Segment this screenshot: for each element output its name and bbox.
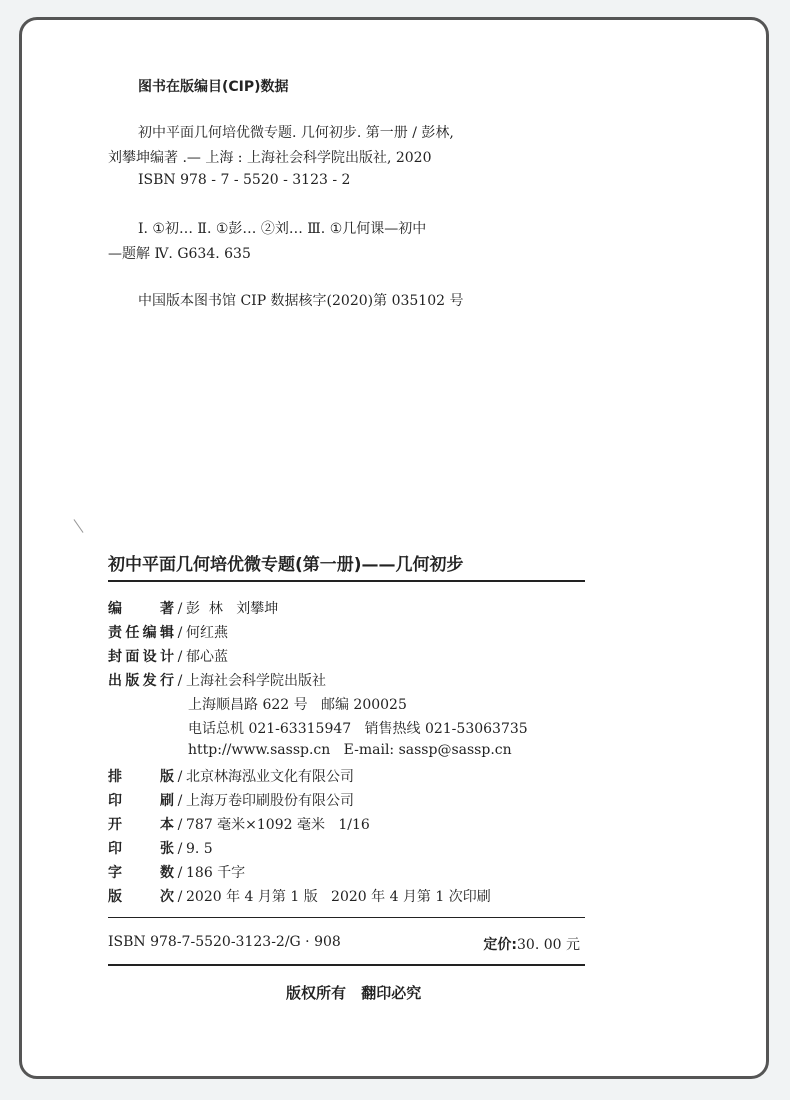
footer-rule <box>108 964 585 966</box>
price-value: 30. 00 元 <box>517 937 580 953</box>
detail-label: 排版 <box>108 769 174 785</box>
price <box>483 934 580 954</box>
cip-classification-1: Ⅰ. ①初… Ⅱ. ①彭… ②刘… Ⅲ. ①几何课—初中 <box>138 221 427 237</box>
detail-label: 编著 <box>108 601 174 617</box>
detail-label: 印张 <box>108 841 174 857</box>
detail-edition: 版次 / 2020 年 4 月第 1 版 2020 年 4 月第 1 次印刷 <box>108 886 491 906</box>
page-frame <box>19 17 769 1079</box>
publisher-address: 上海顺昌路 622 号 邮编 200025 <box>188 697 407 713</box>
detail-sheets: 印张 / 9. 5 <box>108 838 213 858</box>
detail-publisher: 出版发行 / 上海社会科学院出版社 <box>108 670 326 690</box>
detail-value: 彭 林 刘攀坤 <box>186 601 279 617</box>
detail-label: 印刷 <box>108 793 174 809</box>
detail-editor: 责任编辑 / 何红燕 <box>108 622 228 642</box>
detail-value: 北京林海泓业文化有限公司 <box>186 769 354 785</box>
detail-label: 封面设计 <box>108 649 174 665</box>
book-title: 初中平面几何培优微专题(第一册)——几何初步 <box>108 555 464 575</box>
detail-author: 编著 / 彭 林 刘攀坤 <box>108 598 278 618</box>
detail-value: 787 毫米×1092 毫米 1/16 <box>186 817 370 833</box>
cip-record-number: 中国版本图书馆 CIP 数据核字(2020)第 035102 号 <box>138 293 464 309</box>
title-rule <box>108 580 585 582</box>
detail-label: 责任编辑 <box>108 625 174 641</box>
cip-line-1: 初中平面几何培优微专题. 几何初步. 第一册 / 彭林, <box>138 125 454 141</box>
detail-words: 字数 / 186 千字 <box>108 862 245 882</box>
detail-value: 186 千字 <box>186 865 246 881</box>
detail-typeset: 排版 / 北京林海泓业文化有限公司 <box>108 766 354 786</box>
scan-mark <box>74 519 84 533</box>
cip-line-2: 刘攀坤编著 .— 上海 : 上海社会科学院出版社, 2020 <box>108 150 432 166</box>
details-rule <box>108 917 585 918</box>
footer-isbn: ISBN 978-7-5520-3123-2/G · 908 <box>108 934 341 950</box>
detail-value: 何红燕 <box>186 625 228 641</box>
detail-label: 版次 <box>108 889 174 905</box>
copyright-notice: 版权所有 翻印必究 <box>286 984 422 1002</box>
detail-value: 上海社会科学院出版社 <box>186 673 326 689</box>
detail-label: 字数 <box>108 865 174 881</box>
detail-value: 2020 年 4 月第 1 版 2020 年 4 月第 1 次印刷 <box>186 889 491 905</box>
publisher-web: http://www.sassp.cn E-mail: sassp@sassp.cn <box>188 742 512 758</box>
detail-cover: 封面设计 / 郁心蓝 <box>108 646 228 666</box>
detail-label: 开本 <box>108 817 174 833</box>
detail-value: 郁心蓝 <box>186 649 228 665</box>
cip-heading: 图书在版编目(CIP)数据 <box>138 79 289 95</box>
detail-value: 9. 5 <box>186 841 213 857</box>
publisher-phone: 电话总机 021-63315947 销售热线 021-53063735 <box>188 721 528 737</box>
detail-print: 印刷 / 上海万卷印刷股份有限公司 <box>108 790 354 810</box>
detail-value: 上海万卷印刷股份有限公司 <box>186 793 354 809</box>
cip-classification-2: —题解 Ⅳ. G634. 635 <box>108 246 251 262</box>
price-label: 定价: <box>483 937 518 953</box>
detail-format: 开本 / 787 毫米×1092 毫米 1/16 <box>108 814 370 834</box>
cip-isbn: ISBN 978 - 7 - 5520 - 3123 - 2 <box>138 172 351 188</box>
detail-label: 出版发行 <box>108 673 174 689</box>
